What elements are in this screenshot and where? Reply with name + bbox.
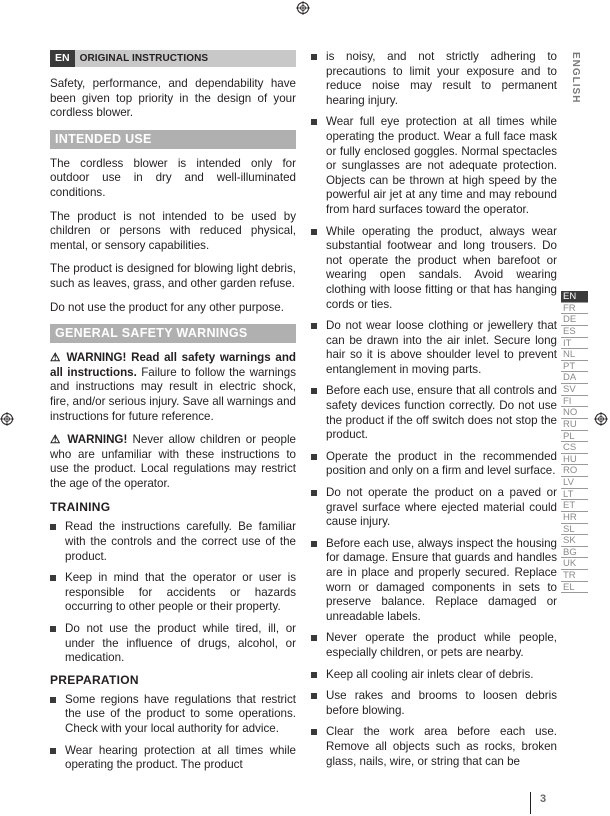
- warning-bold-text: WARNING!: [67, 433, 128, 447]
- language-tab-lt: LT: [561, 489, 588, 501]
- list-item: Do not use the product while tired, ill, or under the influence of drugs, alcohol, or medication.: [50, 622, 296, 666]
- language-tab-et: ET: [561, 500, 588, 512]
- language-tab-de: DE: [561, 314, 588, 326]
- language-tab-hu: HU: [561, 454, 588, 466]
- side-language-title: ENGLISH: [570, 52, 581, 104]
- registration-mark-right-icon: [594, 412, 608, 426]
- list-item: Use rakes and brooms to loosen debris before blowing.: [311, 689, 557, 718]
- intended-use-paragraph: The product is not intended to be used by children or persons with reduced physical, mental, or sensory capabilities.: [50, 209, 296, 252]
- language-tab-it: IT: [561, 338, 588, 350]
- list-item: While operating the product, always wear substantial footwear and long trousers. Do not operate the product when barefoot or wearing open sandals. Avoid wearing clothing with loose fitting or that has hanging cords or ties.: [311, 225, 557, 313]
- list-item: Before each use, always inspect the housing for damage. Ensure that guards and handles are in place and properly secured. Replace worn or damaged components in sets to preserve balance. Replace damaged or unreadable labels.: [311, 537, 557, 625]
- language-tab-tr: TR: [561, 570, 588, 582]
- language-tab-sk: SK: [561, 535, 588, 547]
- registration-mark-left-icon: [0, 412, 14, 426]
- list-item: Operate the product in the recommended position and only on a firm and level surface.: [311, 450, 557, 479]
- intended-use-paragraph: The product is designed for blowing light debris, such as leaves, grass, and other garden refuse.: [50, 262, 296, 290]
- language-tab-hr: HR: [561, 512, 588, 524]
- list-item: Never operate the product while people, especially children, or pets are nearby.: [311, 631, 557, 660]
- language-tab-bg: BG: [561, 547, 588, 559]
- registration-mark-top-icon: [296, 1, 310, 15]
- list-item: Keep all cooling air inlets clear of debris.: [311, 668, 557, 683]
- list-item: Keep in mind that the operator or user is responsible for accidents or hazards occurring to other people or their property.: [50, 571, 296, 615]
- intended-use-heading: INTENDED USE: [50, 130, 296, 149]
- training-heading: TRAINING: [50, 500, 111, 515]
- language-tab-es: ES: [561, 326, 588, 338]
- language-code-badge: EN: [50, 50, 75, 67]
- warning-paragraph: [50, 351, 296, 424]
- page-number: 3: [540, 793, 547, 805]
- language-index: [561, 291, 588, 593]
- left-column: [50, 50, 296, 780]
- warning-triangle-icon: ⚠: [50, 351, 62, 365]
- list-item: Wear hearing protection at all times while operating the product. The product: [50, 744, 296, 773]
- warning-paragraph: [50, 433, 296, 491]
- language-tab-en: EN: [561, 291, 588, 303]
- language-tab-pt: PT: [561, 361, 588, 373]
- page-number-divider: [530, 792, 531, 814]
- language-tab-ro: RO: [561, 465, 588, 477]
- intended-use-paragraph: Do not use the product for any other purpose.: [50, 300, 284, 314]
- preparation-heading: PREPARATION: [50, 672, 139, 687]
- continuation-paragraph: is noisy, and not strictly adhering to precautions to limit your exposure and to reduce noise may result to permanent hearing injury.: [311, 50, 557, 108]
- list-item: Wear full eye protection at all times while operating the product. Wear a full face mask or fully enclosed goggles. Normal spectacles or sunglasses are not adequate protection. Objects can be thrown at high speed by the powerful air jet at any time and may rebound from hard surfaces toward the operator.: [311, 115, 557, 217]
- language-tab-uk: UK: [561, 558, 588, 570]
- language-tab-ru: RU: [561, 419, 588, 431]
- language-tab-pl: PL: [561, 431, 588, 443]
- list-item: Before each use, ensure that all controls and safety devices function correctly. Do not use the product if the off switch does not stop the product.: [311, 384, 557, 442]
- language-tab-da: DA: [561, 372, 588, 384]
- language-tab-fi: FI: [561, 396, 588, 408]
- language-tab-lv: LV: [561, 477, 588, 489]
- warning-bold-text: WARNING! Read all safety warnings and all instructions.: [50, 351, 296, 379]
- language-tab-fr: FR: [561, 303, 588, 315]
- language-tab-cs: CS: [561, 442, 588, 454]
- original-instructions-title: ORIGINAL INSTRUCTIONS: [79, 53, 209, 64]
- list-item: Do not operate the product on a paved or gravel surface where ejected material could cause injury.: [311, 486, 557, 530]
- original-instructions-header: [50, 50, 296, 67]
- intro-paragraph: Safety, performance, and dependability have been given top priority in the design of your cordless blower.: [50, 77, 296, 120]
- list-item: Some regions have regulations that restrict the use of the product to some operations. Check with your local authority for advice.: [50, 693, 296, 737]
- warning-text: Never allow children or people who are unfamiliar with these instructions to use the product. Local regulations may restrict the age of the operator.: [50, 433, 296, 490]
- list-item: Clear the work area before each use. Remove all objects such as rocks, broken glass, nails, wire, or string that can be: [311, 725, 557, 769]
- language-tab-nl: NL: [561, 349, 588, 361]
- language-tab-sv: SV: [561, 384, 588, 396]
- language-tab-no: NO: [561, 407, 588, 419]
- warning-triangle-icon: ⚠: [50, 433, 63, 447]
- list-item: Do not wear loose clothing or jewellery that can be drawn into the air inlet. Secure long hair so it is above shoulder level to prevent entanglement in moving parts.: [311, 319, 557, 377]
- intended-use-paragraph: The cordless blower is intended only for outdoor use in dry and well-illuminated conditions.: [50, 156, 296, 199]
- list-item: Read the instructions carefully. Be familiar with the controls and the correct use of the product.: [50, 520, 296, 564]
- language-tab-el: EL: [561, 582, 588, 594]
- general-safety-heading: GENERAL SAFETY WARNINGS: [50, 324, 296, 343]
- right-column: [311, 50, 557, 776]
- language-tab-sl: SL: [561, 524, 588, 536]
- warning-text: Failure to follow the warnings and instructions may result in electric shock, fire, and/or serious injury. Save all warnings and instructions for future reference.: [50, 365, 296, 423]
